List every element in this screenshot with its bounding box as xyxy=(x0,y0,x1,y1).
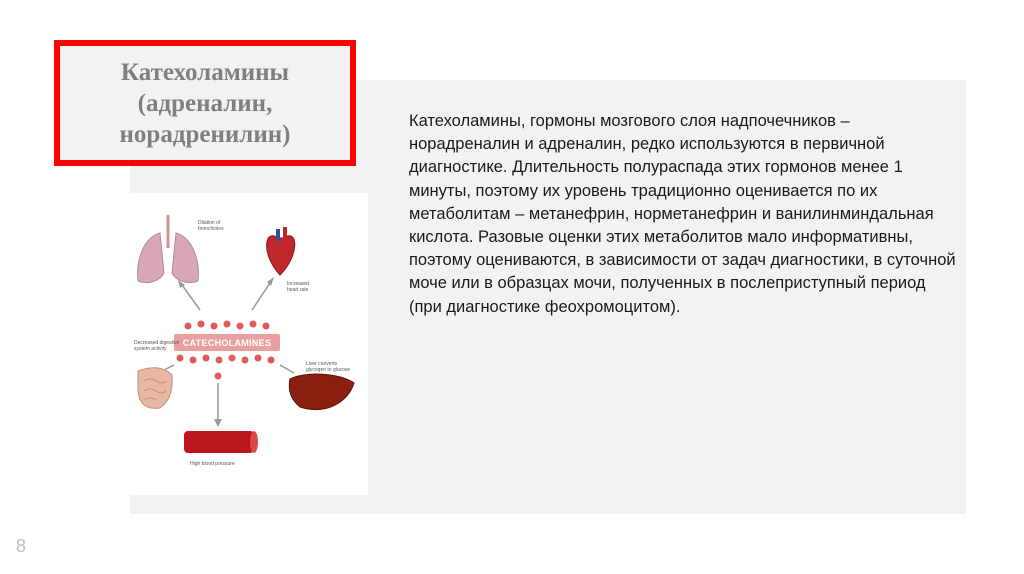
heart-icon xyxy=(267,227,295,275)
arrow-heart xyxy=(252,283,270,310)
arrow-lungs xyxy=(182,285,200,310)
arrow-liver xyxy=(280,365,294,373)
intestine-icon xyxy=(138,368,172,409)
blood-vessel-icon xyxy=(184,431,254,453)
catecholamines-figure xyxy=(130,193,368,495)
liver-icon xyxy=(289,374,354,409)
heart-label: Increased xyxy=(287,281,309,287)
catecholamines-diagram xyxy=(130,193,368,495)
page-number: 8 xyxy=(16,536,27,556)
heart-label: heart rate xyxy=(287,287,309,293)
catecholamines-label: CATECHOLAMINES xyxy=(182,338,272,348)
lungs-label: Dilation of xyxy=(198,220,221,226)
title-box xyxy=(54,40,356,166)
digestive-label: system activity xyxy=(134,346,167,352)
vessel-label: High blood pressure xyxy=(190,461,235,467)
title-line: норадренилин) xyxy=(119,120,291,148)
title-line: (адреналин, xyxy=(137,89,273,117)
digestive-label: Decreased digestive xyxy=(134,340,180,346)
liver-label: glycogen to glucose xyxy=(306,367,351,373)
slide-title xyxy=(120,57,291,150)
body-paragraph: Катехоламины, гормоны мозгового слоя надпочечников – норадреналин и адреналин, редко используются в первичной диагностике. Длительность полураспада этих гормонов менее 1 минуты, поэтому их уровень традиционно оценивается по их метаболитам – метанефрин, норметанефрин и ванилинминдальная кислота. Разовые оценки этих метаболитов мало информативны, поэтому оцениваются, в зависимости от задач диагностики, в суточной моче или в образцах мочи, полученных в послеприступный период (при диагностике феохромоцитом). xyxy=(409,112,956,316)
lungs-icon xyxy=(138,215,199,283)
vessel-end xyxy=(250,431,258,453)
arrowhead xyxy=(214,419,222,427)
liver-label: Liver converts xyxy=(306,361,338,367)
lungs-label: bronchioles xyxy=(198,226,224,232)
title-line: Катехоламины xyxy=(120,58,290,86)
